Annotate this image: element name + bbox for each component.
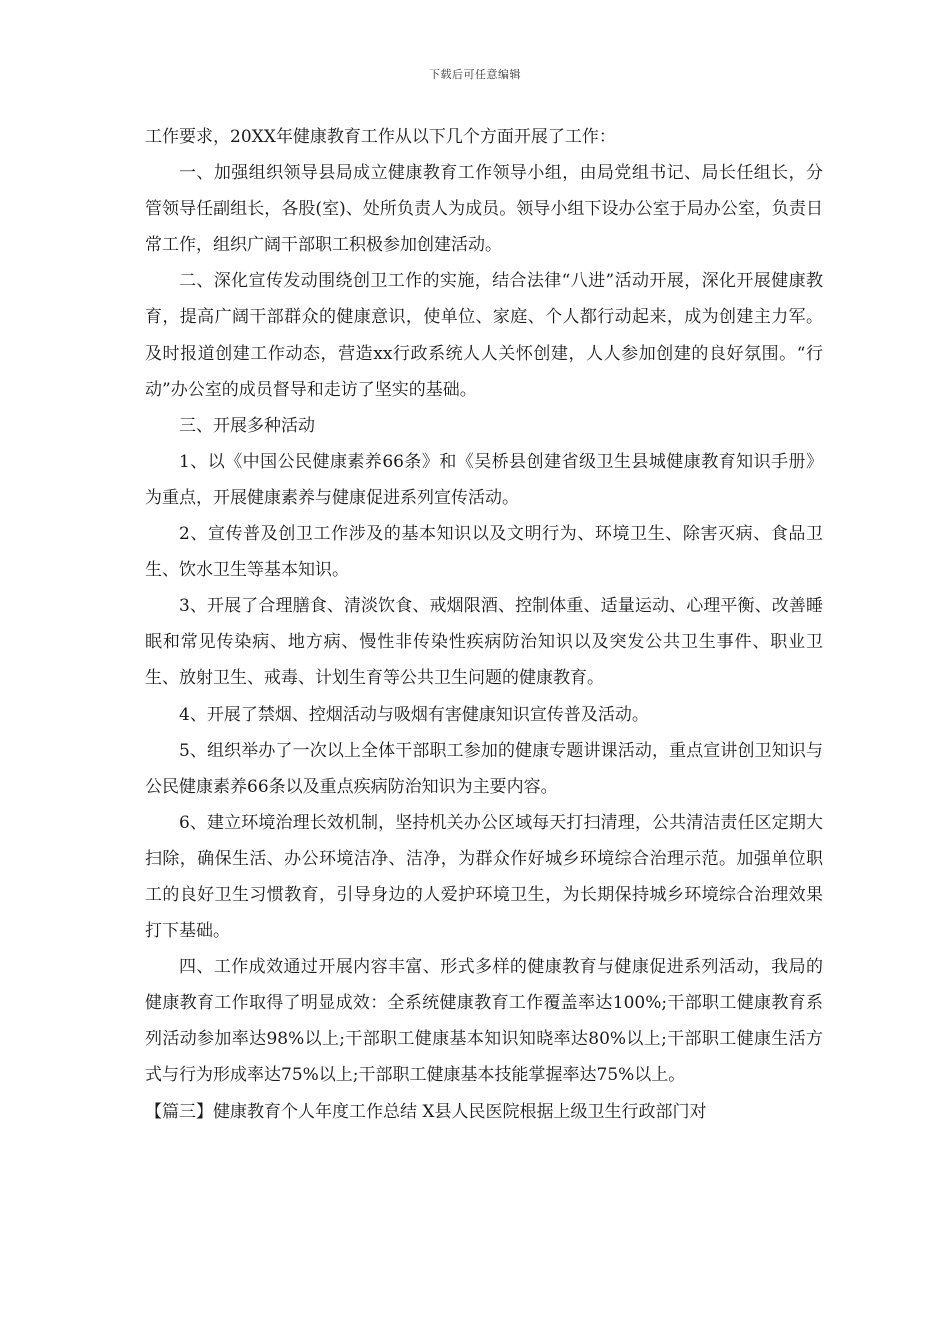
paragraph-section-4: 四、工作成效通过开展内容丰富、形式多样的健康教育与健康促进系列活动，我局的健康教育工作取得了明显成效：全系统健康教育工作覆盖率达100%;干部职工健康教育系列活动参加率达98%以上;干部职工健康基本知识知晓率达80%以上;干部职工健康生活方式与行为形成率达75%以上;干部职工健康基本技能掌握率达75%以上。 bbox=[145, 957, 823, 1086]
paragraph-section-1: 一、加强组织领导县局成立健康教育工作领导小组，由局党组书记、局长任组长，分管领导任副组长，各股(室)、处所负责人为成员。领导小组下设办公室于局办公室，负责日常工作，组织广阔干部职工积极参加创建活动。 bbox=[145, 163, 823, 256]
paragraph-section-2: 二、深化宣传发动围绕创卫工作的实施，结合法律“八进”活动开展，深化开展健康教育，提高广阔干部群众的健康意识，使单位、家庭、个人都行动起来，成为创建主力军。及时报道创建工作动态，营造xx行政系统人人关怀创建，人人参加创建的良好氛围。“行动”办公室的成员督导和走访了坚实的基础。 bbox=[145, 271, 823, 400]
paragraph-item-5: 5、组织举办了一次以上全体干部职工参加的健康专题讲课活动，重点宣讲创卫知识与公民健康素养66条以及重点疾病防治知识为主要内容。 bbox=[145, 740, 823, 797]
paragraph-intro: 工作要求，20XX年健康教育工作从以下几个方面开展了工作： bbox=[145, 127, 616, 147]
paragraph-item-6: 6、建立环境治理长效机制，坚持机关办公区域每天打扫清理，公共清洁责任区定期大扫除，确保生活、办公环境洁净、洁净，为群众作好城乡环境综合治理示范。加强单位职工的良好卫生习惯教育，引导身边的人爱护环境卫生，为长期保持城乡环境综合治理效果打下基础。 bbox=[145, 812, 823, 942]
document-body bbox=[145, 119, 823, 1130]
paragraph-item-2: 2、宣传普及创卫工作涉及的基本知识以及文明行为、环境卫生、除害灭病、食品卫生、饮水卫生等基本知识。 bbox=[145, 524, 823, 581]
page-header-note: 下载后可任意编辑 bbox=[429, 68, 521, 81]
paragraph-item-4: 4、开展了禁烟、控烟活动与吸烟有害健康知识宣传普及活动。 bbox=[179, 704, 649, 725]
paragraph-part-three-start: 【篇三】健康教育个人年度工作总结 X县人民医院根据上级卫生行政部门对 bbox=[145, 1101, 707, 1122]
paragraph-item-1: 1、以《中国公民健康素养66条》和《吴桥县创建省级卫生县城健康教育知识手册》为重点，开展健康素养与健康促进系列宣传活动。 bbox=[145, 451, 823, 508]
paragraph-section-3-heading: 三、开展多种活动 bbox=[179, 415, 315, 436]
paragraph-item-3: 3、开展了合理膳食、清淡饮食、戒烟限酒、控制体重、适量运动、心理平衡、改善睡眠和常见传染病、地方病、慢性非传染性疾病防治知识以及突发公共卫生事件、职业卫生、放射卫生、戒毒、计划生育等公共卫生问题的健康教育。 bbox=[145, 596, 823, 689]
